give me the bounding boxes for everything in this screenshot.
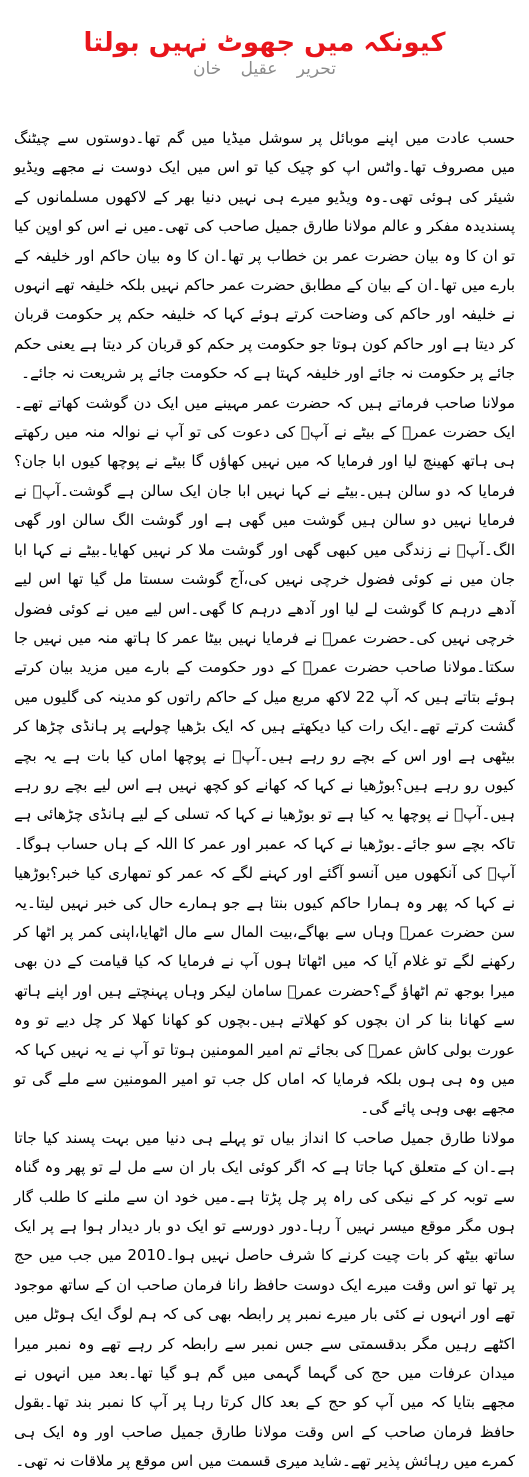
article-paragraph: مولانا طارق جمیل صاحب کا انداز بیاں تو پہلے ہی دنیا میں بہت پسند کیا جاتا ہے۔ان کے متعلق کہا جاتا ہے کہ اگر کوئی ایک بار ان سے مل لے تو پھر وہ گناہ سے توبہ کر کے نیکی کی راہ پر چل پڑتا ہے۔میں خود ان سے ملنے کا طلب گار ہوں مگر موقع میسر نہیں آ رہا۔دور دورسے تو ایک دو بار دیدار ہوا ہے پر ایک ساتھ بیٹھ کر بات چیت کرنے کا شرف حاصل نہیں ہوا۔2010 میں جب میں حج پر تھا تو اس وقت میرے ایک دوست حافظ رانا فرمان صاحب ان کے ساتھ موجود تھے اور انہوں نے کئی بار میرے نمبر پر رابطہ بھی کی کہ ہم لوگ ایک ہوٹل میں اکٹھے رہیں مگر بدقسمتی سے جس نمبر سے رابطہ کر رہے تھے وہ نمبر میرا میدان عرفات میں حج کی گہما گہمی میں گم ہو گیا تھا۔بعد میں انہوں نے مجھے بتایا کہ میں آپ کو حج کے بعد کال کرتا رہا پر آپ کا نمبر بند تھا۔بقول حافظ فرمان صاحب کے اس وقت مولانا طارق جمیل صاحب اور وہ ایک ہی کمرے میں رہائش پذیر تھے۔شاید میری قسمت میں اس موقع پر ملاقات نہ تھی۔ [14, 1128, 515, 1471]
article-byline: تحریر عقیل خان [193, 59, 336, 79]
article-paragraph: حسب عادت میں اپنے موبائل پر سوشل میڈیا میں گم تھا۔دوستوں سے چیٹنگ میں مصروف تھا۔واٹس اپ کو چیک کیا تو اس میں ایک دوست نے مجھے ویڈیو شیئر کی ہوئی تھی۔وہ ویڈیو میرے ہی نہیں دنیا بھر کے لاکھوں مسلمانوں کے پسندیدہ مفکر و عالم مولانا طارق جمیل صاحب کی تھی۔میں نے اس کو اوپن کیا تو ان کا وہ بیان حضرت عمر بن خطاب پر تھا۔ان کا وہ بیان حاکم اور خلیفہ کے بارے میں تھا۔ان کے بیان کے مطابق حضرت عمر حاکم نہیں بلکہ خلیفہ تھے انہوں نے خلیفہ اور حاکم کی وضاحت کرتے ہوئے کہا کہ خلیفہ حکم پر حکومت قربان کر دیتا ہے اور حاکم کون ہوتا جو حکومت پر حکم کو قربان کر دیتا ہے یعنی حکم جائے پر حکومت نہ جائے اور خلیفہ کہتا ہے کہ حکومت جائے پر شریعت نہ جائے۔ [14, 129, 515, 383]
article-title: کیونکہ میں جھوٹ نہیں بولتا [83, 28, 446, 59]
article-paragraph: مولانا صاحب فرماتے ہیں کہ حضرت عمر مہینے میں ایک دن گوشت کھاتے تھے۔ایک حضرت عمرؓ کے بیٹے نے آپؓ کی دعوت کی تو آپ نے نوالہ منہ میں رکھتے ہی ہاتھ کھینچ لیا اور فرمایا کہ میں نہیں کھاؤں گا بیٹے نے پوچھا کیوں ابا جان؟فرمایا کہ دو سالن ہیں۔بیٹے نے کہا نہیں ابا جان ایک سالن ہے گوشت۔آپؓ نے فرمایا نہیں دو سالن ہیں گوشت میں گھی ہے اور گوشت الگ سالن اور گھی الگ۔آپؓ نے زندگی میں کبھی گھی اور گوشت ملا کر نہیں کھایا۔بیٹے نے کہا ابا جان میں نے کوئی فضول خرچی نہیں کی،آج گوشت سستا مل گیا تھا اس لیے آدھے درہم کا گوشت لے لیا اور آدھے درہم کا گھی۔اس لیے میں نے کوئی فضول خرچی نہیں کی۔حضرت عمرؓ نے فرمایا نہیں بیٹا عمر کا ہاتھ منہ میں نہیں جا سکتا۔مولانا صاحب حضرت عمرؓ کے دور حکومت کے بارے میں مزید بیان کرتے ہوئے بتاتے ہیں کہ آپ 22 لاکھ مربع میل کے حاکم راتوں کو مدینہ کی گلیوں میں گشت کرتے تھے۔ایک رات کیا دیکھتے ہیں کہ ایک بڑھیا چولہے پر ہانڈی چڑھا کر بیٹھی ہے اور اس کے بچے رو رہے ہیں۔آپؓ نے پوچھا اماں کیا بات ہے یہ بچے کیوں رو رہے ہیں؟بوڑھیا نے کہا کہ کھانے کو کچھ نہیں ہے اس لیے بچے رو رہے ہیں۔آپؓ نے پوچھا یہ کیا ہے تو بوڑھیا نے کہا کہ تسلی کے لیے ہانڈی چڑھائی ہے تاکہ بچے سو جائے۔بوڑھیا نے کہا کہ عمبر اور عمر کا اللہ کے ہاں حساب ہوگا۔آپؓ کی آنکھوں میں آنسو آگئے اور کہنے لگے کہ عمر کو تمھاری کیا خبر؟بوڑھیا نے کہا کہ پھر وہ ہمارا حاکم کیوں بنتا ہے جو ہمارے حال کی خبر نہیں لیتا۔یہ سن حضرت عمرؓ وہاں سے بھاگے،بیت المال سے مال اٹھایا،اپنی کمر پر اٹھا کر رکھنے لگے تو غلام آیا کہ میں اٹھاتا ہوں آپ نے فرمایا کہ کیا قیامت کے دن بھی میرا بوجھ تم اٹھاؤ گے؟حضرت عمرؓ سامان لیکر وہاں پہنچتے ہیں اور اپنے ہاتھ سے کھانا بنا کر ان بچوں کو کھلاتے ہیں۔بچوں کو کھانا کھلا کر چل دیے تو وہ عورت بولی کاش عمرؓ کی بجائے تم امیر المومنین ہوتا تو آپ نے یہ نہیں کہا کہ میں وہ ہی ہوں بلکہ فرمایا کہ اماں کل جب تو امیر المومنین سے ملے گی تو مجھے بھی وہی پائے گی۔ [14, 393, 515, 1118]
article-body [14, 124, 515, 1477]
